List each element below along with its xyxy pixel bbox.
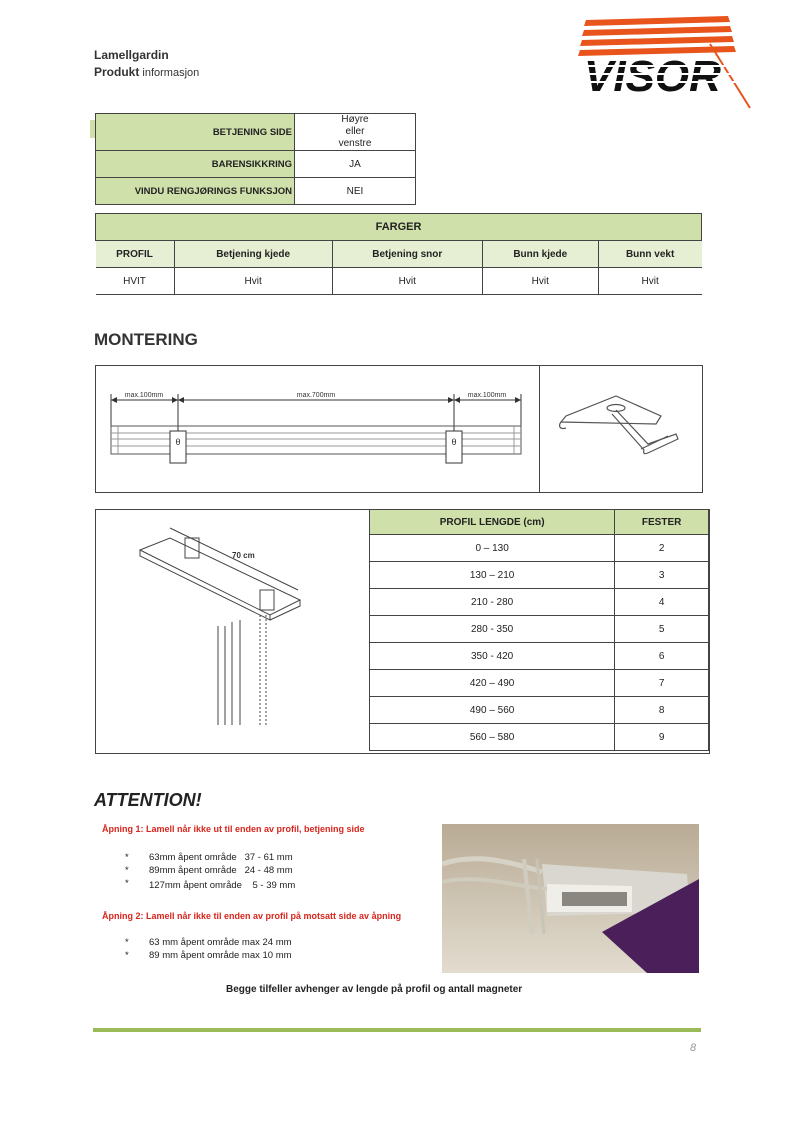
mounting-diagram-box [95,365,703,493]
box-divider [539,366,540,492]
table-row [370,535,709,562]
table-row [370,562,709,589]
table-cell: 4 [615,589,709,616]
info-label: VINDU RENGJØRINGS FUNKSJON [96,178,295,205]
document-title [94,47,199,82]
table-cell: 280 - 350 [370,616,615,643]
list-item [125,937,425,950]
colors-table [95,213,702,295]
list-item [125,865,425,878]
table-row [370,697,709,724]
info-value: NEI [295,178,416,205]
dimension-label-middle: max.700mm [296,392,336,399]
footer-divider [93,1028,701,1032]
bracket-distance-label: 70 cm [232,551,255,560]
bullet: * [125,852,129,863]
rail-dimension-diagram [106,386,526,466]
table-cell: 6 [615,643,709,670]
opening-1-list [125,852,425,891]
list-item-text: 89mm åpent område 24 - 48 mm [149,865,293,876]
table-cell: Hvit [174,268,332,295]
bullet: * [125,950,129,961]
logo-text: VISOR [584,52,721,101]
table-cell: HVIT [96,268,175,295]
bullet: * [125,937,129,948]
section-heading-montering: MONTERING [94,330,198,349]
table-cell: 8 [615,697,709,724]
info-value: JA [295,151,416,178]
table-cell: 2 [615,535,709,562]
column-header: PROFIL [96,241,175,268]
info-label: BETJENING SIDE [96,114,295,151]
bullet: * [125,878,129,889]
table-cell: 350 - 420 [370,643,615,670]
bullet: * [125,865,129,876]
colors-title: FARGER [96,214,702,241]
clip-bracket-image [556,384,686,469]
table-cell: 210 - 280 [370,589,615,616]
table-cell: 130 – 210 [370,562,615,589]
table-cell: 0 – 130 [370,535,615,562]
dimension-label-left: max.100mm [124,392,164,399]
opening-2-list [125,937,425,963]
column-header: Betjening snor [332,241,482,268]
table-cell: 560 – 580 [370,724,615,751]
list-item-text: 63 mm åpent område max 24 mm [149,937,292,948]
list-item [125,950,425,963]
attention-note: Begge tilfeller avhenger av lengde på profil og antall magneter [226,984,523,995]
table-cell: 3 [615,562,709,589]
table-cell: 5 [615,616,709,643]
list-item-text: 63mm åpent område 37 - 61 mm [149,852,293,863]
table-row [96,151,416,178]
table-cell: 7 [615,670,709,697]
table-cell: Hvit [332,268,482,295]
table-header-row [96,241,702,268]
product-photo [442,824,699,973]
profile-length-table [369,509,709,751]
info-value: Høyre eller venstre [295,114,416,151]
visor-logo [578,16,753,110]
table-cell: Hvit [598,268,701,295]
page-number: 8 [690,1042,697,1054]
info-label: BARENSIKKRING [96,151,295,178]
list-item [125,878,425,891]
list-item-text: 127mm åpent område 5 - 39 mm [149,880,296,891]
table-row [96,268,702,295]
table-row [370,616,709,643]
table-cell: 490 – 560 [370,697,615,724]
opening-1-title: Åpning 1: Lamell når ikke ut til enden av profil, betjening side [102,824,365,834]
dimension-label-right: max.100mm [467,392,507,399]
table-row [96,178,416,205]
title-line-2: Produkt informasjon [94,65,200,79]
table-header-row [96,214,702,241]
table-cell: Hvit [482,268,598,295]
opening-2-title: Åpning 2: Lamell når ikke til enden av profil på motsatt side av åpning [102,911,402,921]
column-header: FESTER [615,510,709,535]
table-row [370,724,709,751]
svg-text:θ: θ [451,437,457,447]
list-item [125,852,425,865]
table-header-row [370,510,709,535]
table-cell: 9 [615,724,709,751]
table-row [370,643,709,670]
column-header: Bunn kjede [482,241,598,268]
column-header: Betjening kjede [174,241,332,268]
column-header: Bunn vekt [598,241,701,268]
column-header: PROFIL LENGDE (cm) [370,510,615,535]
table-row [96,114,416,151]
operation-info-table [95,113,416,205]
title-line-1: Lamellgardin [94,48,169,62]
section-heading-attention: ATTENTION! [94,790,202,810]
table-cell: 420 – 490 [370,670,615,697]
svg-text:θ: θ [175,437,181,447]
table-row [370,670,709,697]
list-item-text: 89 mm åpent område max 10 mm [149,950,292,961]
bracket-installation-drawing [130,520,310,735]
table-row [370,589,709,616]
